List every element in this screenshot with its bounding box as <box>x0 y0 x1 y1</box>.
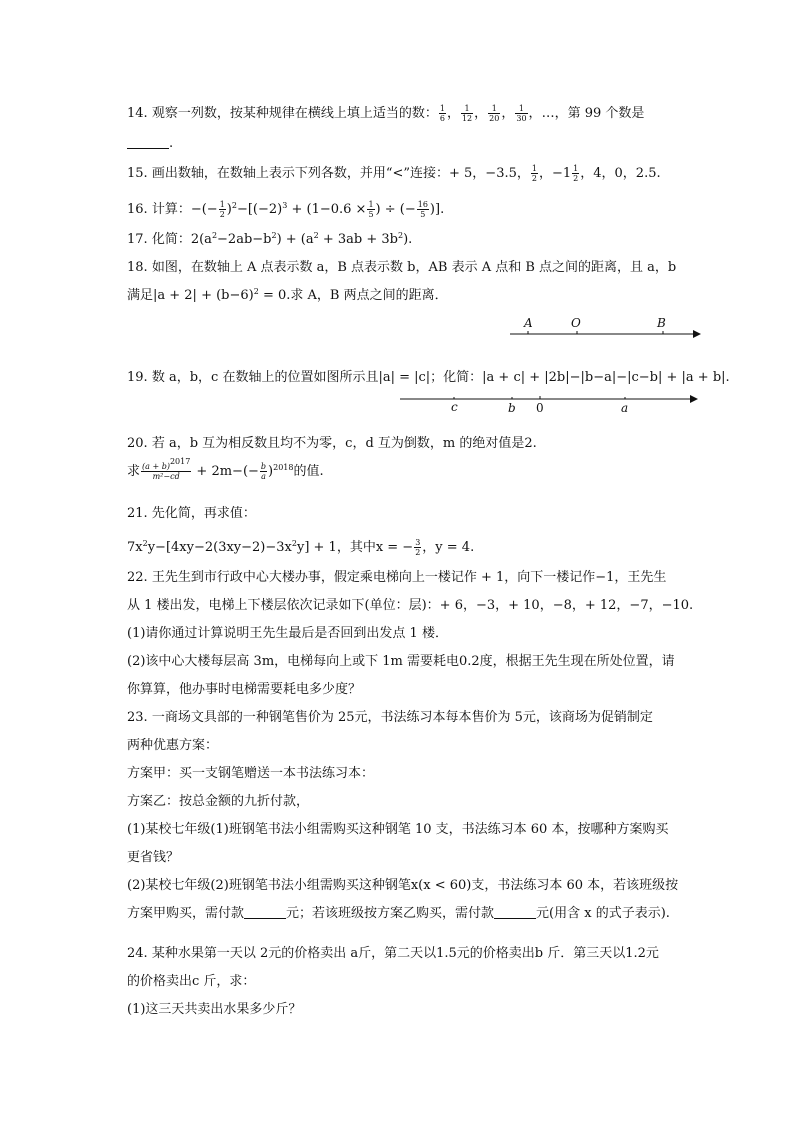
number-line-19 <box>397 388 702 416</box>
question-15: 15. 画出数轴，在数轴上表示下列各数，并用“<”连接：+ 5，−3.5， $\frac{1}{2}$ ，−1 $\frac{1}{2}$ ，4，0，2.5. <box>127 164 661 183</box>
fraction: $\frac{1}{5}$ <box>368 200 374 219</box>
question-20-line2: 求 $\frac{(a + b)^{2017}}{\text{m²−cd}}$ + 2m−(− $\frac{b}{a}$ )$^{2018}$的值. <box>127 457 324 481</box>
question-24-part1: (1)这三天共卖出水果多少斤？ <box>127 1002 302 1017</box>
fraction: $\frac{16}{5}$ <box>417 200 428 219</box>
question-23-part1-cont: 更省钱？ <box>127 850 180 865</box>
question-20-line1: 20. 若 a，b 互为相反数且均不为零，c，d 互为倒数，m 的绝对值是2. <box>127 436 537 451</box>
axis-label-b: b <box>508 401 516 415</box>
fraction: $\frac{1}{2}$ <box>219 200 225 219</box>
fill-blank-plan-b <box>494 906 536 919</box>
fraction: $\frac{(a + b)^{2017}}{\text{m²−cd}}$ <box>142 457 191 481</box>
number-line-18 <box>505 312 705 342</box>
question-23-part2: (2)某校七年级(2)班钢笔书法小组需购买这种钢笔x(x < 60)支，书法练习本 60 本，若该班级按 <box>127 878 679 893</box>
fraction: $\frac{1}{2}$ <box>573 164 579 183</box>
answer-blank-14: . <box>127 136 173 152</box>
question-21-line2: $7x^2y-[4xy-2(3xy-2)-3x^2y] + 1$，其中x = − $\frac{3}{2}$ ，y = 4. <box>127 538 475 557</box>
question-18-line2: 满足$|a + 2| + (b-6)^2 = 0$.求 A，B 两点之间的距离． <box>127 287 448 303</box>
axis-arrow <box>693 330 701 338</box>
question-21-line1: 21. 先化简，再求值： <box>127 506 256 521</box>
fraction: $\frac{1}{12}$ <box>461 104 473 123</box>
axis-label-o: O <box>571 316 581 330</box>
axis-label-c: c <box>451 400 458 414</box>
question-18-line1: 18. 如图，在数轴上 A 点表示数 a，B 点表示数 b，AB 表示 A 点和 B 点之间的距离，且 a，b <box>127 260 677 275</box>
question-22-part2: (2)该中心大楼每层高 3m，电梯每向上或下 1m 需要耗电0.2度，根据王先生现在所处位置，请 <box>127 654 675 669</box>
question-23-part2-cont: 方案甲购买，需付款 元；若该班级按方案乙购买，需付款 元(用含 x 的式子表示). <box>127 906 670 921</box>
question-24-line2: 的价格卖出c 斤，求： <box>127 974 256 989</box>
question-23-plan-a: 方案甲：买一支钢笔赠送一本书法练习本： <box>127 766 375 781</box>
axis-label-a: A <box>524 316 533 330</box>
question-19: 19. 数 a，b，c 在数轴上的位置如图所示且|a| = |c|；化简：|a + c| + |2b|−|b−a|−|c−b| + |a + b|. <box>127 370 730 385</box>
question-23-part1: (1)某校七年级(1)班钢笔书法小组需购买这种钢笔 10 支，书法练习本 60 本，按哪种方案购买 <box>127 822 669 837</box>
question-23-line1: 23. 一商场文具部的一种钢笔售价为 25元，书法练习本每本售价为 5元，该商场为促销制定 <box>127 710 653 725</box>
question-17: 17. 化简：$2(a^2-2ab-b^2) + (a^2 + 3ab + 3b^2)$. <box>127 231 413 247</box>
axis-label-a: a <box>621 401 629 415</box>
axis-arrow <box>690 395 698 403</box>
question-23-line2: 两种优惠方案： <box>127 738 219 753</box>
question-23-plan-b: 方案乙：按总金额的九折付款， <box>127 794 310 809</box>
question-22-line1: 22. 王先生到市行政中心大楼办事，假定乘电梯向上一楼记作 + 1，向下一楼记作−1，王先生 <box>127 570 667 585</box>
axis-label-b: B <box>657 316 666 330</box>
question-14: 14. 观察一列数，按某种规律在横线上填上适当的数： $\frac{1}{6}$ ， $\frac{1}{12}$ ， $\frac{1}{20}$ ， $\frac{1}{30}$ ，…，第 99 个数是 <box>127 104 645 123</box>
question-22-line2: 从 1 楼出发，电梯上下楼层依次记录如下(单位：层)：+ 6，−3，+ 10，−8，+ 12，−7，−10. <box>127 598 694 613</box>
fraction: $\frac{1}{30}$ <box>516 104 527 123</box>
fraction: $\frac{1}{2}$ <box>531 164 537 183</box>
question-22-part2-cont: 你算算，他办事时电梯需要耗电多少度？ <box>127 682 362 697</box>
fraction: $\frac{1}{6}$ <box>439 104 445 123</box>
question-16: 16. 计算：−(− $\frac{1}{2}$ )$^2-[(-2)^3 + (1-0.6$ × $\frac{1}{5}$ ) ÷ (− $\frac{16}{5}$ )]. <box>127 200 445 219</box>
question-24-line1: 24. 某种水果第一天以 2元的价格卖出 a斤，第二天以1.5元的价格卖出b 斤．第三天以1.2元 <box>127 946 659 961</box>
fill-blank <box>127 136 169 149</box>
fraction: $\frac{1}{20}$ <box>489 104 500 123</box>
fraction: $\frac{3}{2}$ <box>415 538 421 557</box>
question-22-part1: (1)请你通过计算说明王先生最后是否回到出发点 1 楼． <box>127 626 448 641</box>
fraction: $\frac{b}{a}$ <box>260 462 267 481</box>
axis-label-zero: 0 <box>536 401 544 415</box>
fill-blank-plan-a <box>244 906 286 919</box>
